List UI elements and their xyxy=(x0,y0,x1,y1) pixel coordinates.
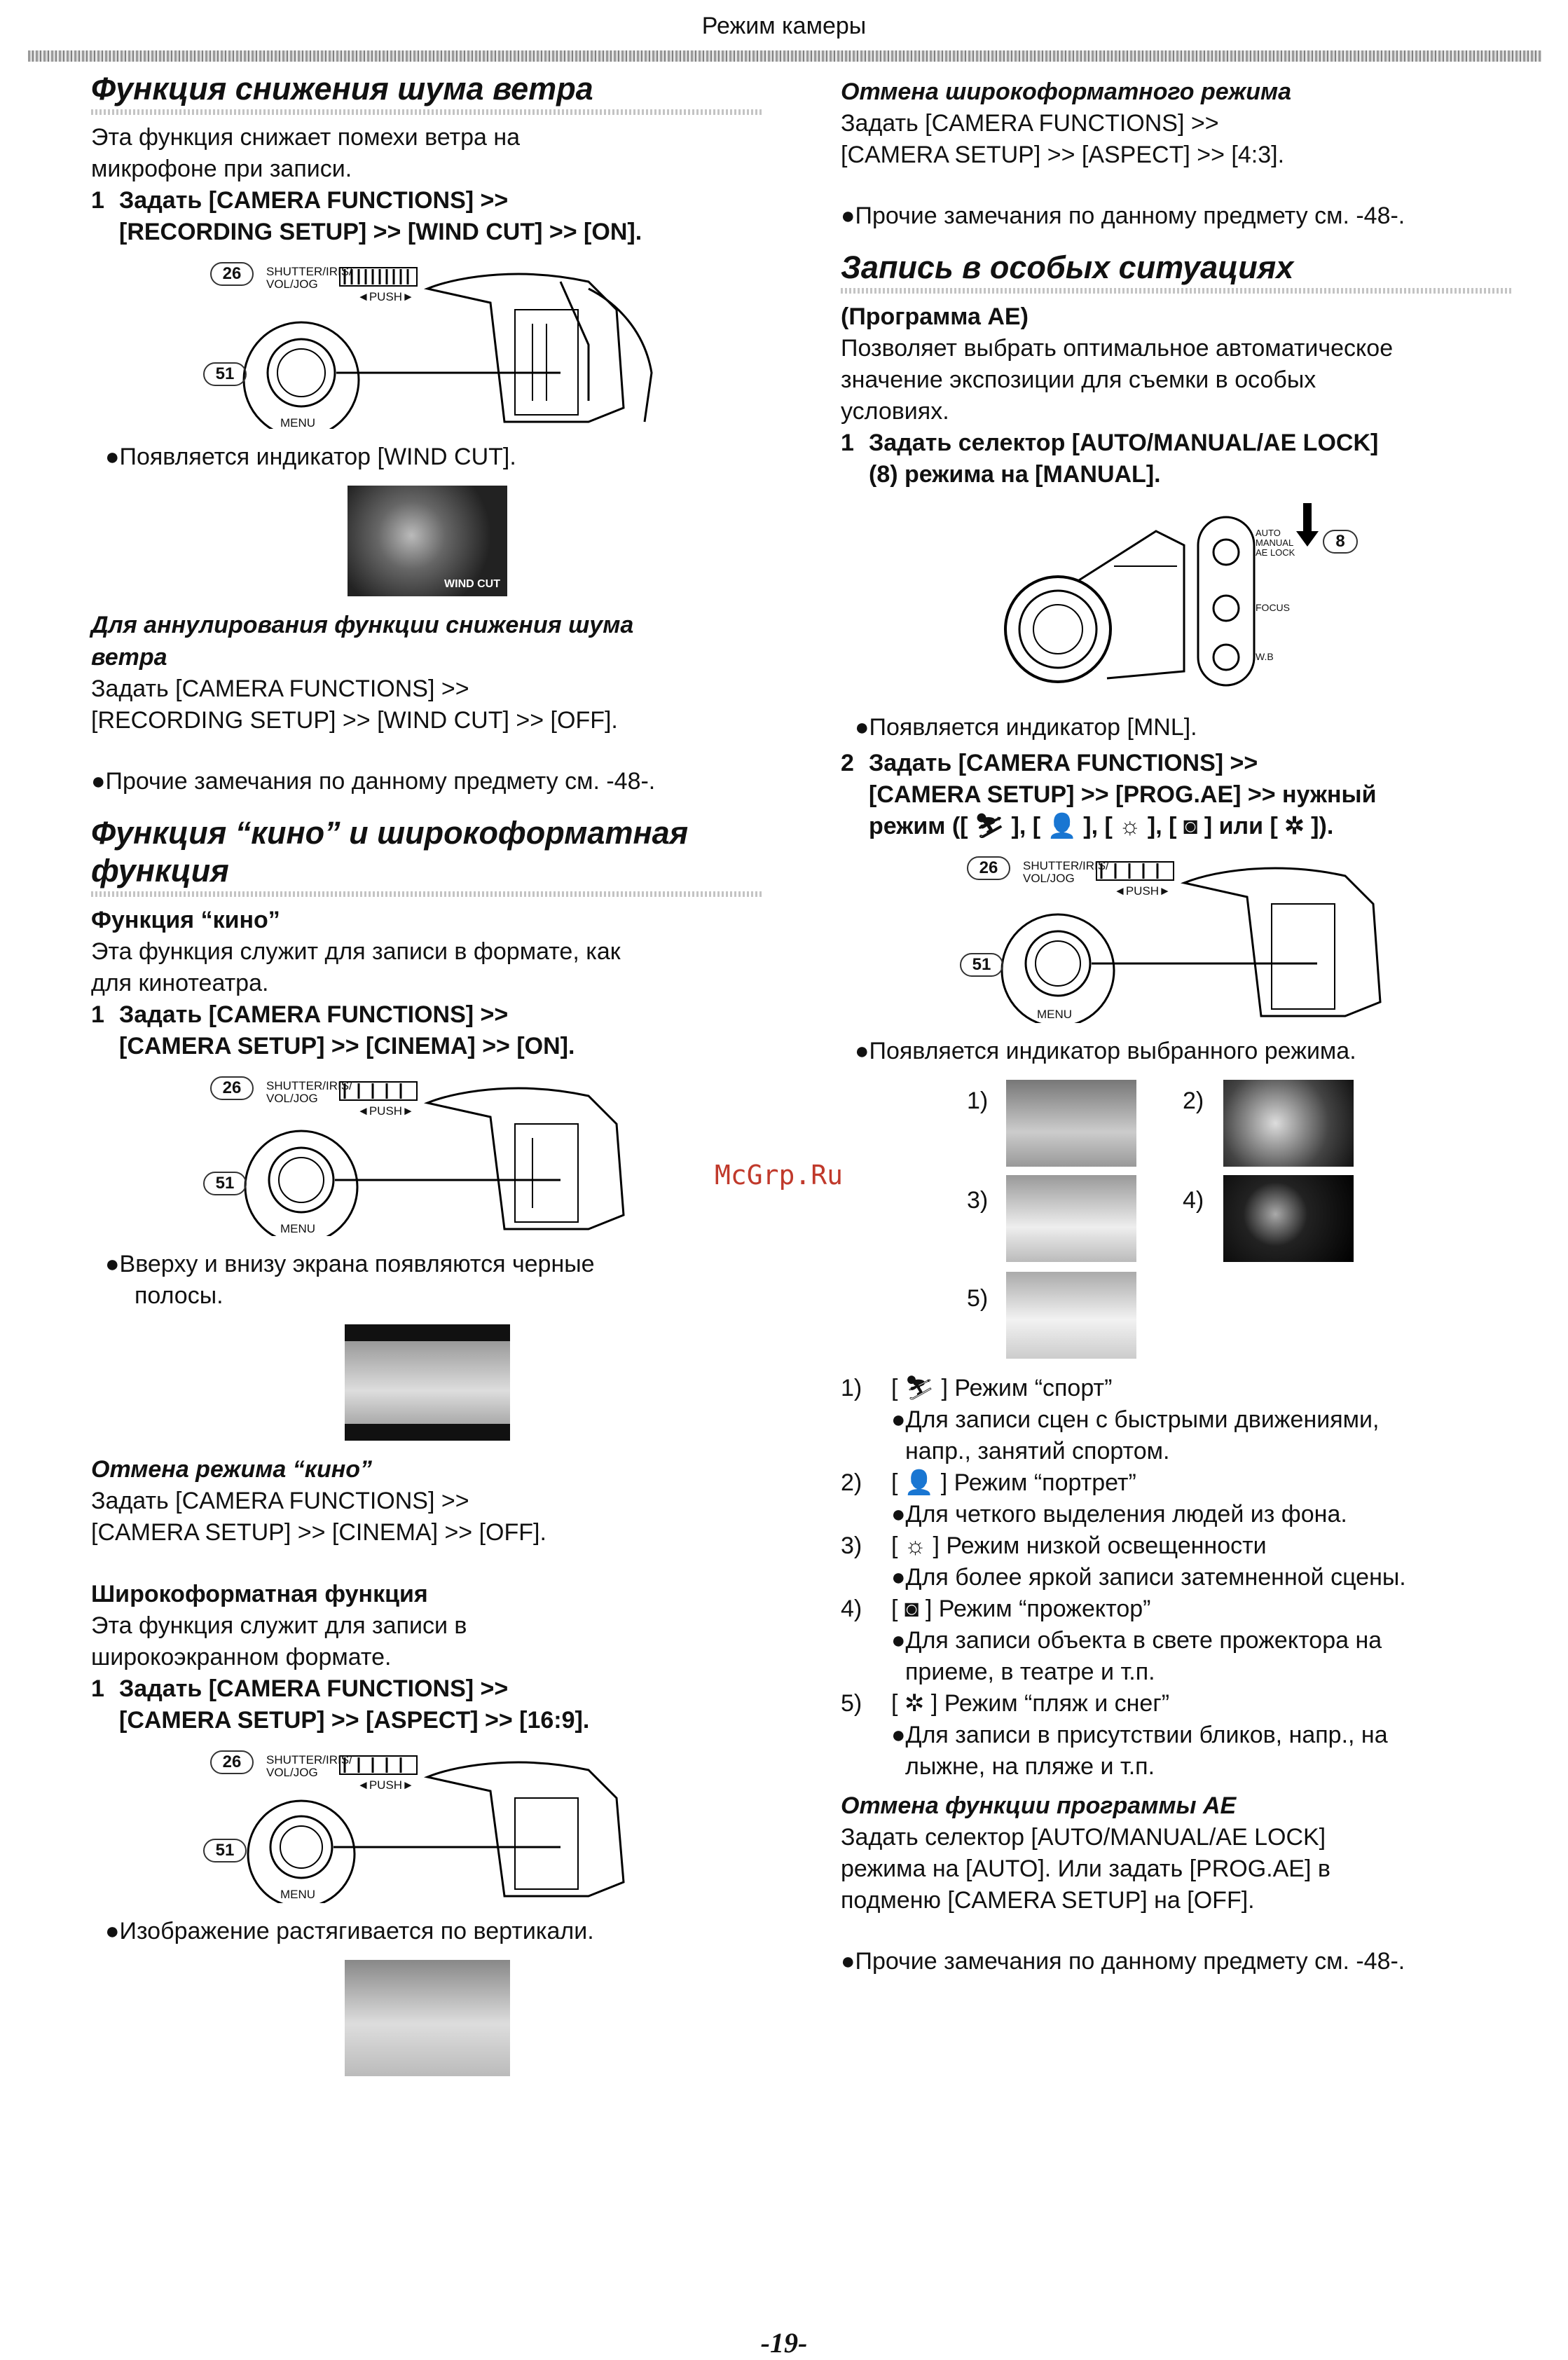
step-number: 1 xyxy=(91,1675,104,1702)
wide-step xyxy=(91,1673,764,1736)
thumb-sport xyxy=(1006,1080,1136,1167)
step-number: 2 xyxy=(841,750,854,776)
mode-num: 1) xyxy=(841,1375,862,1401)
special-bullet-2: ●Появляется индикатор выбранного режима. xyxy=(855,1038,1356,1064)
thumb-label-3: 3) xyxy=(967,1187,989,1214)
special-step1-line1: Задать селектор [AUTO/MANUAL/AE LOCK] xyxy=(869,430,1379,456)
menu-label: MENU xyxy=(280,416,316,430)
thumb-low-light xyxy=(1006,1175,1136,1262)
left-column xyxy=(91,70,764,2089)
wide-step-1: Задать [CAMERA FUNCTIONS] >> xyxy=(119,1675,509,1702)
mode-desc: приеме, в театре и т.п. xyxy=(905,1659,1155,1685)
dial-figure xyxy=(196,1749,701,1903)
dial-figure xyxy=(196,1075,701,1236)
wind-cancel-title-2: ветра xyxy=(91,644,167,671)
push-label: ◄PUSH► xyxy=(1114,884,1171,898)
wide-intro-2: широкоэкранном формате. xyxy=(91,1644,392,1670)
push-label: ◄PUSH► xyxy=(357,1104,414,1118)
title-underline xyxy=(841,288,1513,294)
dial-label-2: VOL/JOG xyxy=(266,1092,318,1105)
mode-thumbnails xyxy=(841,1080,1513,1360)
thumb-label-2: 2) xyxy=(1183,1088,1204,1114)
mode-desc: ●Для записи в присутствии бликов, напр., на xyxy=(891,1722,1388,1748)
badge-51: 51 xyxy=(960,953,1003,977)
prog-ae-cancel-3: подменю [CAMERA SETUP] на [OFF]. xyxy=(841,1887,1255,1914)
dial-label-2: VOL/JOG xyxy=(266,277,318,291)
dial-label-1: SHUTTER/IRIS/ xyxy=(1023,859,1109,872)
wind-step xyxy=(91,185,764,248)
page-header: Режим камеры xyxy=(701,13,867,39)
badge-51: 51 xyxy=(203,1172,247,1195)
mode-num: 3) xyxy=(841,1532,862,1559)
dial-label-1: SHUTTER/IRIS/ xyxy=(266,1753,352,1766)
badge-26: 26 xyxy=(210,1076,254,1100)
cinema-step-1: Задать [CAMERA FUNCTIONS] >> xyxy=(119,1001,509,1028)
mode-name: Режим “спорт” xyxy=(954,1375,1113,1401)
cinema-sub: Функция “кино” xyxy=(91,907,280,933)
dial-label-2: VOL/JOG xyxy=(1023,872,1075,885)
mode-item-beach-snow: 5) [ ✲ ] Режим “пляж и снег” xyxy=(841,1688,1513,1720)
special-intro-2: значение экспозиции для съемки в особых xyxy=(841,366,1316,393)
special-sub: (Программа AE) xyxy=(841,303,1029,330)
mode-item-low-light: 3) [ ☼ ] Режим низкой освещенности xyxy=(841,1530,1513,1562)
wide-cancel-title: Отмена широкоформатного режима xyxy=(841,78,1292,105)
wide-cancel-1: Задать [CAMERA FUNCTIONS] >> xyxy=(841,110,1219,137)
mode-name: Режим низкой освещенности xyxy=(946,1532,1267,1559)
badge-8: 8 xyxy=(1323,530,1358,554)
badge-26: 26 xyxy=(210,1750,254,1774)
cinema-title-1: Функция “кино” и широкоформатная xyxy=(91,815,689,851)
portrait-icon: 👤 xyxy=(904,1469,935,1496)
special-step1-line2: (8) режима на [MANUAL]. xyxy=(869,461,1161,488)
step-number: 1 xyxy=(91,187,104,214)
mode-desc: ●Для четкого выделения людей из фона. xyxy=(891,1501,1347,1528)
wide-cancel-note: ●Прочие замечания по данному предмету см. -48-. xyxy=(841,203,1405,229)
cinema-bullet-1: ●Вверху и внизу экрана появляются черные xyxy=(105,1251,595,1277)
special-step-1 xyxy=(841,427,1513,490)
header-rule xyxy=(28,50,1541,62)
selector-auto: AUTO xyxy=(1256,528,1281,538)
selector-ae-lock: AE LOCK xyxy=(1256,547,1295,558)
dial-label-2: VOL/JOG xyxy=(266,1766,318,1779)
wind-step-1: Задать [CAMERA FUNCTIONS] >> xyxy=(119,187,509,214)
badge-51: 51 xyxy=(203,1839,247,1862)
wb-label: W.B xyxy=(1256,651,1274,662)
cinema-bullet-2: полосы. xyxy=(135,1282,223,1309)
dial-label-1: SHUTTER/IRIS/ xyxy=(266,1079,352,1092)
mode-desc: напр., занятий спортом. xyxy=(905,1438,1170,1464)
wind-note: ●Прочие замечания по данному предмету см. -48-. xyxy=(91,768,656,795)
dial-figure xyxy=(196,261,701,429)
wind-title: Функция снижения шума ветра xyxy=(91,71,593,107)
badge-51: 51 xyxy=(203,362,247,386)
wind-bullet: ●Появляется индикатор [WIND CUT]. xyxy=(105,444,516,470)
menu-label: MENU xyxy=(280,1222,316,1235)
push-label: ◄PUSH► xyxy=(357,290,414,303)
menu-label: MENU xyxy=(280,1888,316,1901)
special-title: Запись в особых ситуациях xyxy=(841,249,1294,285)
watermark: McGrp.Ru xyxy=(715,1160,844,1191)
thumb-label-4: 4) xyxy=(1183,1187,1204,1214)
menu-label: MENU xyxy=(1037,1008,1073,1021)
mode-desc: ●Для записи объекта в свете прожектора на xyxy=(891,1627,1382,1654)
cinema-intro-2: для кинотеатра. xyxy=(91,970,269,996)
title-underline xyxy=(91,891,764,897)
mode-num: 5) xyxy=(841,1690,862,1717)
selector-figure xyxy=(1002,503,1366,699)
cinema-cancel-title: Отмена режима “кино” xyxy=(91,1456,373,1483)
page-number: -19- xyxy=(760,2327,808,2359)
mode-num: 2) xyxy=(841,1469,862,1496)
cinema-title-2: функция xyxy=(91,853,229,889)
cinema-intro-1: Эта функция служит для записи в формате, как xyxy=(91,938,621,965)
mode-name: Режим “прожектор” xyxy=(938,1596,1151,1622)
badge-26: 26 xyxy=(967,856,1010,880)
wind-cancel-title-1: Для аннулирования функции снижения шума xyxy=(91,612,634,638)
low-light-icon: ☼ xyxy=(904,1532,927,1559)
prog-ae-cancel-2: режима на [AUTO]. Или задать [PROG.AE] в xyxy=(841,1855,1330,1882)
step-number: 1 xyxy=(841,430,854,456)
badge-26: 26 xyxy=(210,262,254,286)
prog-ae-cancel-1: Задать селектор [AUTO/MANUAL/AE LOCK] xyxy=(841,1824,1326,1851)
sport-icon: ⛷ xyxy=(904,1375,935,1401)
selector-manual: MANUAL xyxy=(1256,537,1294,548)
special-step-2 xyxy=(841,748,1513,842)
cinema-screen xyxy=(345,1324,510,1441)
thumb-portrait xyxy=(1223,1080,1354,1167)
mode-name: Режим “портрет” xyxy=(954,1469,1136,1496)
mode-desc: лыжне, на пляже и т.п. xyxy=(905,1753,1155,1780)
beach-snow-icon: ✲ xyxy=(904,1690,925,1717)
special-step2-line3: режим ([ ⛷ ], [ 👤 ], [ ☼ ], [ ◙ ] или [ ✲ ]). xyxy=(869,813,1334,839)
mode-item-portrait: 2) [ 👤 ] Режим “портрет” xyxy=(841,1467,1513,1499)
mode-name: Режим “пляж и снег” xyxy=(944,1690,1170,1717)
mode-item-spotlight: 4) [ ◙ ] Режим “прожектор” xyxy=(841,1593,1513,1625)
mode-desc: ●Для записи сцен с быстрыми движениями, xyxy=(891,1406,1380,1433)
wide-step-2: [CAMERA SETUP] >> [ASPECT] >> [16:9]. xyxy=(119,1707,590,1734)
wind-cancel-1: Задать [CAMERA FUNCTIONS] >> xyxy=(91,675,469,702)
thumb-label-5: 5) xyxy=(967,1285,989,1312)
push-label: ◄PUSH► xyxy=(357,1778,414,1792)
mode-desc: ●Для более яркой записи затемненной сцены. xyxy=(891,1564,1406,1591)
special-bullet-1: ●Появляется индикатор [MNL]. xyxy=(855,714,1197,741)
special-intro-1: Позволяет выбрать оптимальное автоматическое xyxy=(841,335,1394,362)
wide-intro-1: Эта функция служит для записи в xyxy=(91,1612,467,1639)
mode-item-sport: 1) [ ⛷ ] Режим “спорт” xyxy=(841,1373,1513,1404)
cinema-cancel-1: Задать [CAMERA FUNCTIONS] >> xyxy=(91,1488,469,1514)
special-intro-3: условиях. xyxy=(841,398,949,425)
modes-list xyxy=(841,1373,1513,1783)
dial-figure xyxy=(953,855,1457,1023)
prog-ae-cancel-title: Отмена функции программы AE xyxy=(841,1792,1237,1819)
wide-cancel-2: [CAMERA SETUP] >> [ASPECT] >> [4:3]. xyxy=(841,142,1285,168)
special-step2-line1: Задать [CAMERA FUNCTIONS] >> xyxy=(869,750,1258,776)
wide-sub: Широкоформатная функция xyxy=(91,1581,428,1607)
dial-label-1: SHUTTER/IRIS/ xyxy=(266,265,352,278)
title-underline xyxy=(91,109,764,115)
wind-cut-screen xyxy=(348,486,507,596)
step-number: 1 xyxy=(91,1001,104,1028)
wind-step-2: [RECORDING SETUP] >> [WIND CUT] >> [ON]. xyxy=(119,219,642,245)
wide-screen xyxy=(345,1960,510,2076)
thumb-spotlight xyxy=(1223,1175,1354,1262)
thumb-beach-snow xyxy=(1006,1272,1136,1359)
spotlight-icon: ◙ xyxy=(904,1596,919,1622)
cinema-picture xyxy=(345,1341,510,1424)
cinema-step xyxy=(91,999,764,1062)
focus-label: FOCUS xyxy=(1256,602,1290,613)
wind-cancel-2: [RECORDING SETUP] >> [WIND CUT] >> [OFF]. xyxy=(91,707,618,734)
cinema-step-2: [CAMERA SETUP] >> [CINEMA] >> [ON]. xyxy=(119,1033,575,1059)
wind-intro-2: микрофоне при записи. xyxy=(91,156,352,182)
wind-cut-indicator: WIND CUT xyxy=(444,578,500,590)
special-note: ●Прочие замечания по данному предмету см. -48-. xyxy=(841,1948,1405,1975)
wind-intro-1: Эта функция снижает помехи ветра на xyxy=(91,124,521,151)
cinema-cancel-2: [CAMERA SETUP] >> [CINEMA] >> [OFF]. xyxy=(91,1519,546,1546)
wide-bullet: ●Изображение растягивается по вертикали. xyxy=(105,1918,594,1944)
right-column xyxy=(841,70,1513,1982)
special-step2-line2: [CAMERA SETUP] >> [PROG.AE] >> нужный xyxy=(869,781,1377,808)
thumb-label-1: 1) xyxy=(967,1088,989,1114)
mode-num: 4) xyxy=(841,1596,862,1622)
